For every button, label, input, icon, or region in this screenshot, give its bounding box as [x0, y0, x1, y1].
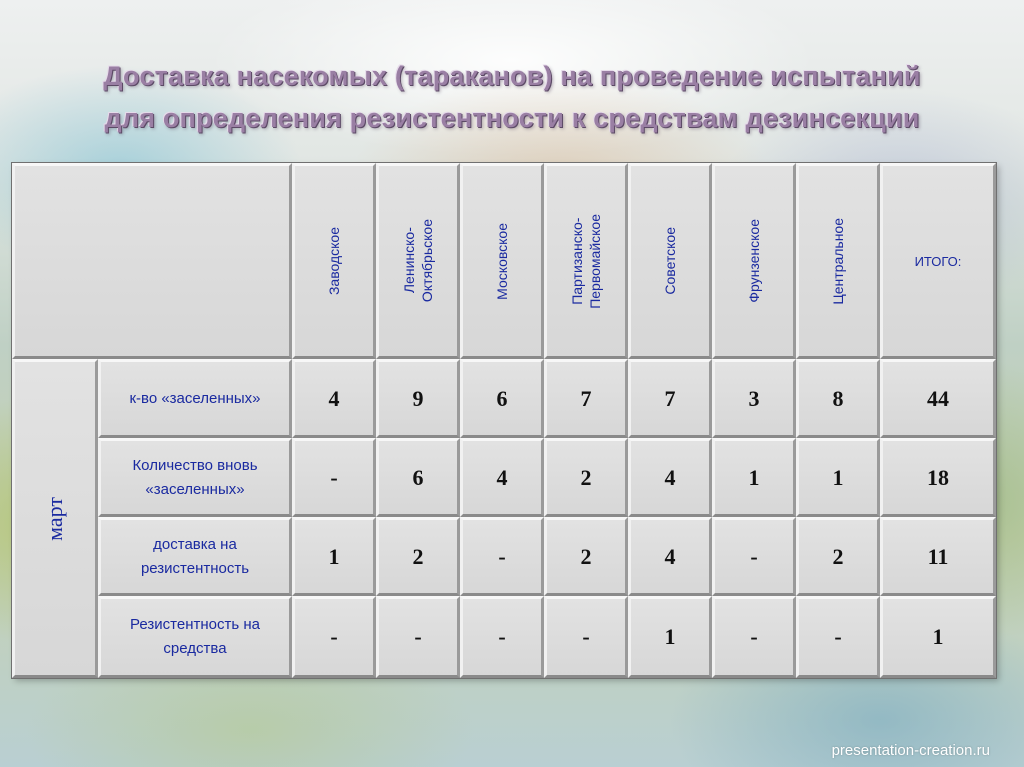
table-cell [460, 438, 544, 517]
table-cell [628, 359, 712, 438]
row-label-cell [98, 596, 292, 678]
cell-value: 9 [412, 385, 424, 411]
column-header-label: Московское [494, 222, 510, 300]
cell-value: - [582, 624, 590, 649]
table-cell [544, 517, 628, 596]
table-cell [376, 438, 460, 517]
table-cell [712, 438, 796, 517]
table-cell [292, 596, 376, 678]
total-cell [880, 517, 996, 596]
column-header-label: Партизанско- Первомайское [569, 213, 603, 309]
total-value: 11 [927, 543, 949, 569]
total-cell [880, 596, 996, 678]
table-cell [628, 596, 712, 678]
cell-value: 4 [328, 385, 340, 411]
cell-value: 7 [664, 385, 676, 411]
cell-value: - [414, 624, 422, 649]
cell-value: - [498, 624, 506, 649]
table-cell [796, 517, 880, 596]
column-header [712, 163, 796, 359]
data-table [12, 163, 996, 678]
total-value: 1 [932, 624, 944, 649]
total-cell [880, 438, 996, 517]
cell-value: - [330, 464, 338, 490]
total-cell [880, 359, 996, 438]
table-cell [376, 359, 460, 438]
row-label: к-во «заселенных» [129, 389, 261, 407]
cell-value: 1 [664, 624, 676, 649]
table-cell [796, 596, 880, 678]
cell-value: - [330, 624, 338, 649]
total-column-header-label: ИТОГО: [914, 253, 962, 269]
table-cell [376, 517, 460, 596]
cell-value: 6 [412, 464, 424, 490]
table-cell [712, 517, 796, 596]
table-corner [12, 163, 292, 359]
cell-value: 4 [496, 464, 508, 490]
table-cell [628, 517, 712, 596]
table-cell [796, 359, 880, 438]
column-header-label: Ленинско- Октябрьское [401, 219, 435, 303]
month-label: март [42, 496, 67, 541]
table-cell [292, 517, 376, 596]
row-label: доставка на резистентность [140, 535, 250, 577]
table-cell [460, 517, 544, 596]
column-header-label: Фрунзенское [746, 219, 762, 303]
column-header [628, 163, 712, 359]
cell-value: 1 [328, 543, 340, 569]
table-cell [544, 359, 628, 438]
cell-value: 6 [496, 385, 508, 411]
watermark: presentation-creation.ru [831, 742, 990, 759]
cell-value: 8 [832, 385, 844, 411]
table-cell [544, 438, 628, 517]
column-header [460, 163, 544, 359]
row-label: Количество вновь «заселенных» [132, 456, 258, 498]
column-header [292, 163, 376, 359]
total-value: 18 [927, 464, 949, 490]
table-cell [292, 438, 376, 517]
cell-value: 2 [412, 543, 424, 569]
table-cell [460, 359, 544, 438]
cell-value: 4 [664, 543, 676, 569]
cell-value: 2 [580, 464, 592, 490]
cell-value: 1 [832, 464, 844, 490]
cell-value: 2 [832, 543, 844, 569]
column-header [544, 163, 628, 359]
table-cell [796, 438, 880, 517]
cell-value: 2 [580, 543, 592, 569]
cell-value: - [750, 543, 758, 569]
cell-value: - [834, 624, 842, 649]
table-cell [712, 359, 796, 438]
month-cell [12, 359, 98, 678]
table-cell [544, 596, 628, 678]
table-cell [460, 596, 544, 678]
total-value: 44 [927, 385, 949, 411]
column-header [376, 163, 460, 359]
slide-title [0, 55, 1024, 139]
column-header-label: Советское [662, 227, 678, 295]
cell-value: 1 [748, 464, 760, 490]
row-label-cell [98, 438, 292, 517]
cell-value: - [750, 624, 758, 649]
row-label-cell [98, 359, 292, 438]
slide-title-line-1: Доставка насекомых (тараканов) на проведение испытаний [103, 61, 921, 91]
row-label: Резистентность на средства [130, 616, 260, 657]
table-cell [292, 359, 376, 438]
column-header-label: Заводское [326, 226, 342, 296]
cell-value: 7 [580, 385, 592, 411]
table-cell [628, 438, 712, 517]
column-header-label: Центральное [830, 217, 846, 305]
row-label-cell [98, 517, 292, 596]
table-cell [376, 596, 460, 678]
cell-value: 3 [748, 385, 760, 411]
slide-title-line-2: для определения резистентности к средствам дезинсекции [104, 103, 920, 133]
column-header [796, 163, 880, 359]
cell-value: - [498, 543, 506, 569]
cell-value: 4 [664, 464, 676, 490]
total-column-header [880, 163, 996, 359]
table-cell [712, 596, 796, 678]
